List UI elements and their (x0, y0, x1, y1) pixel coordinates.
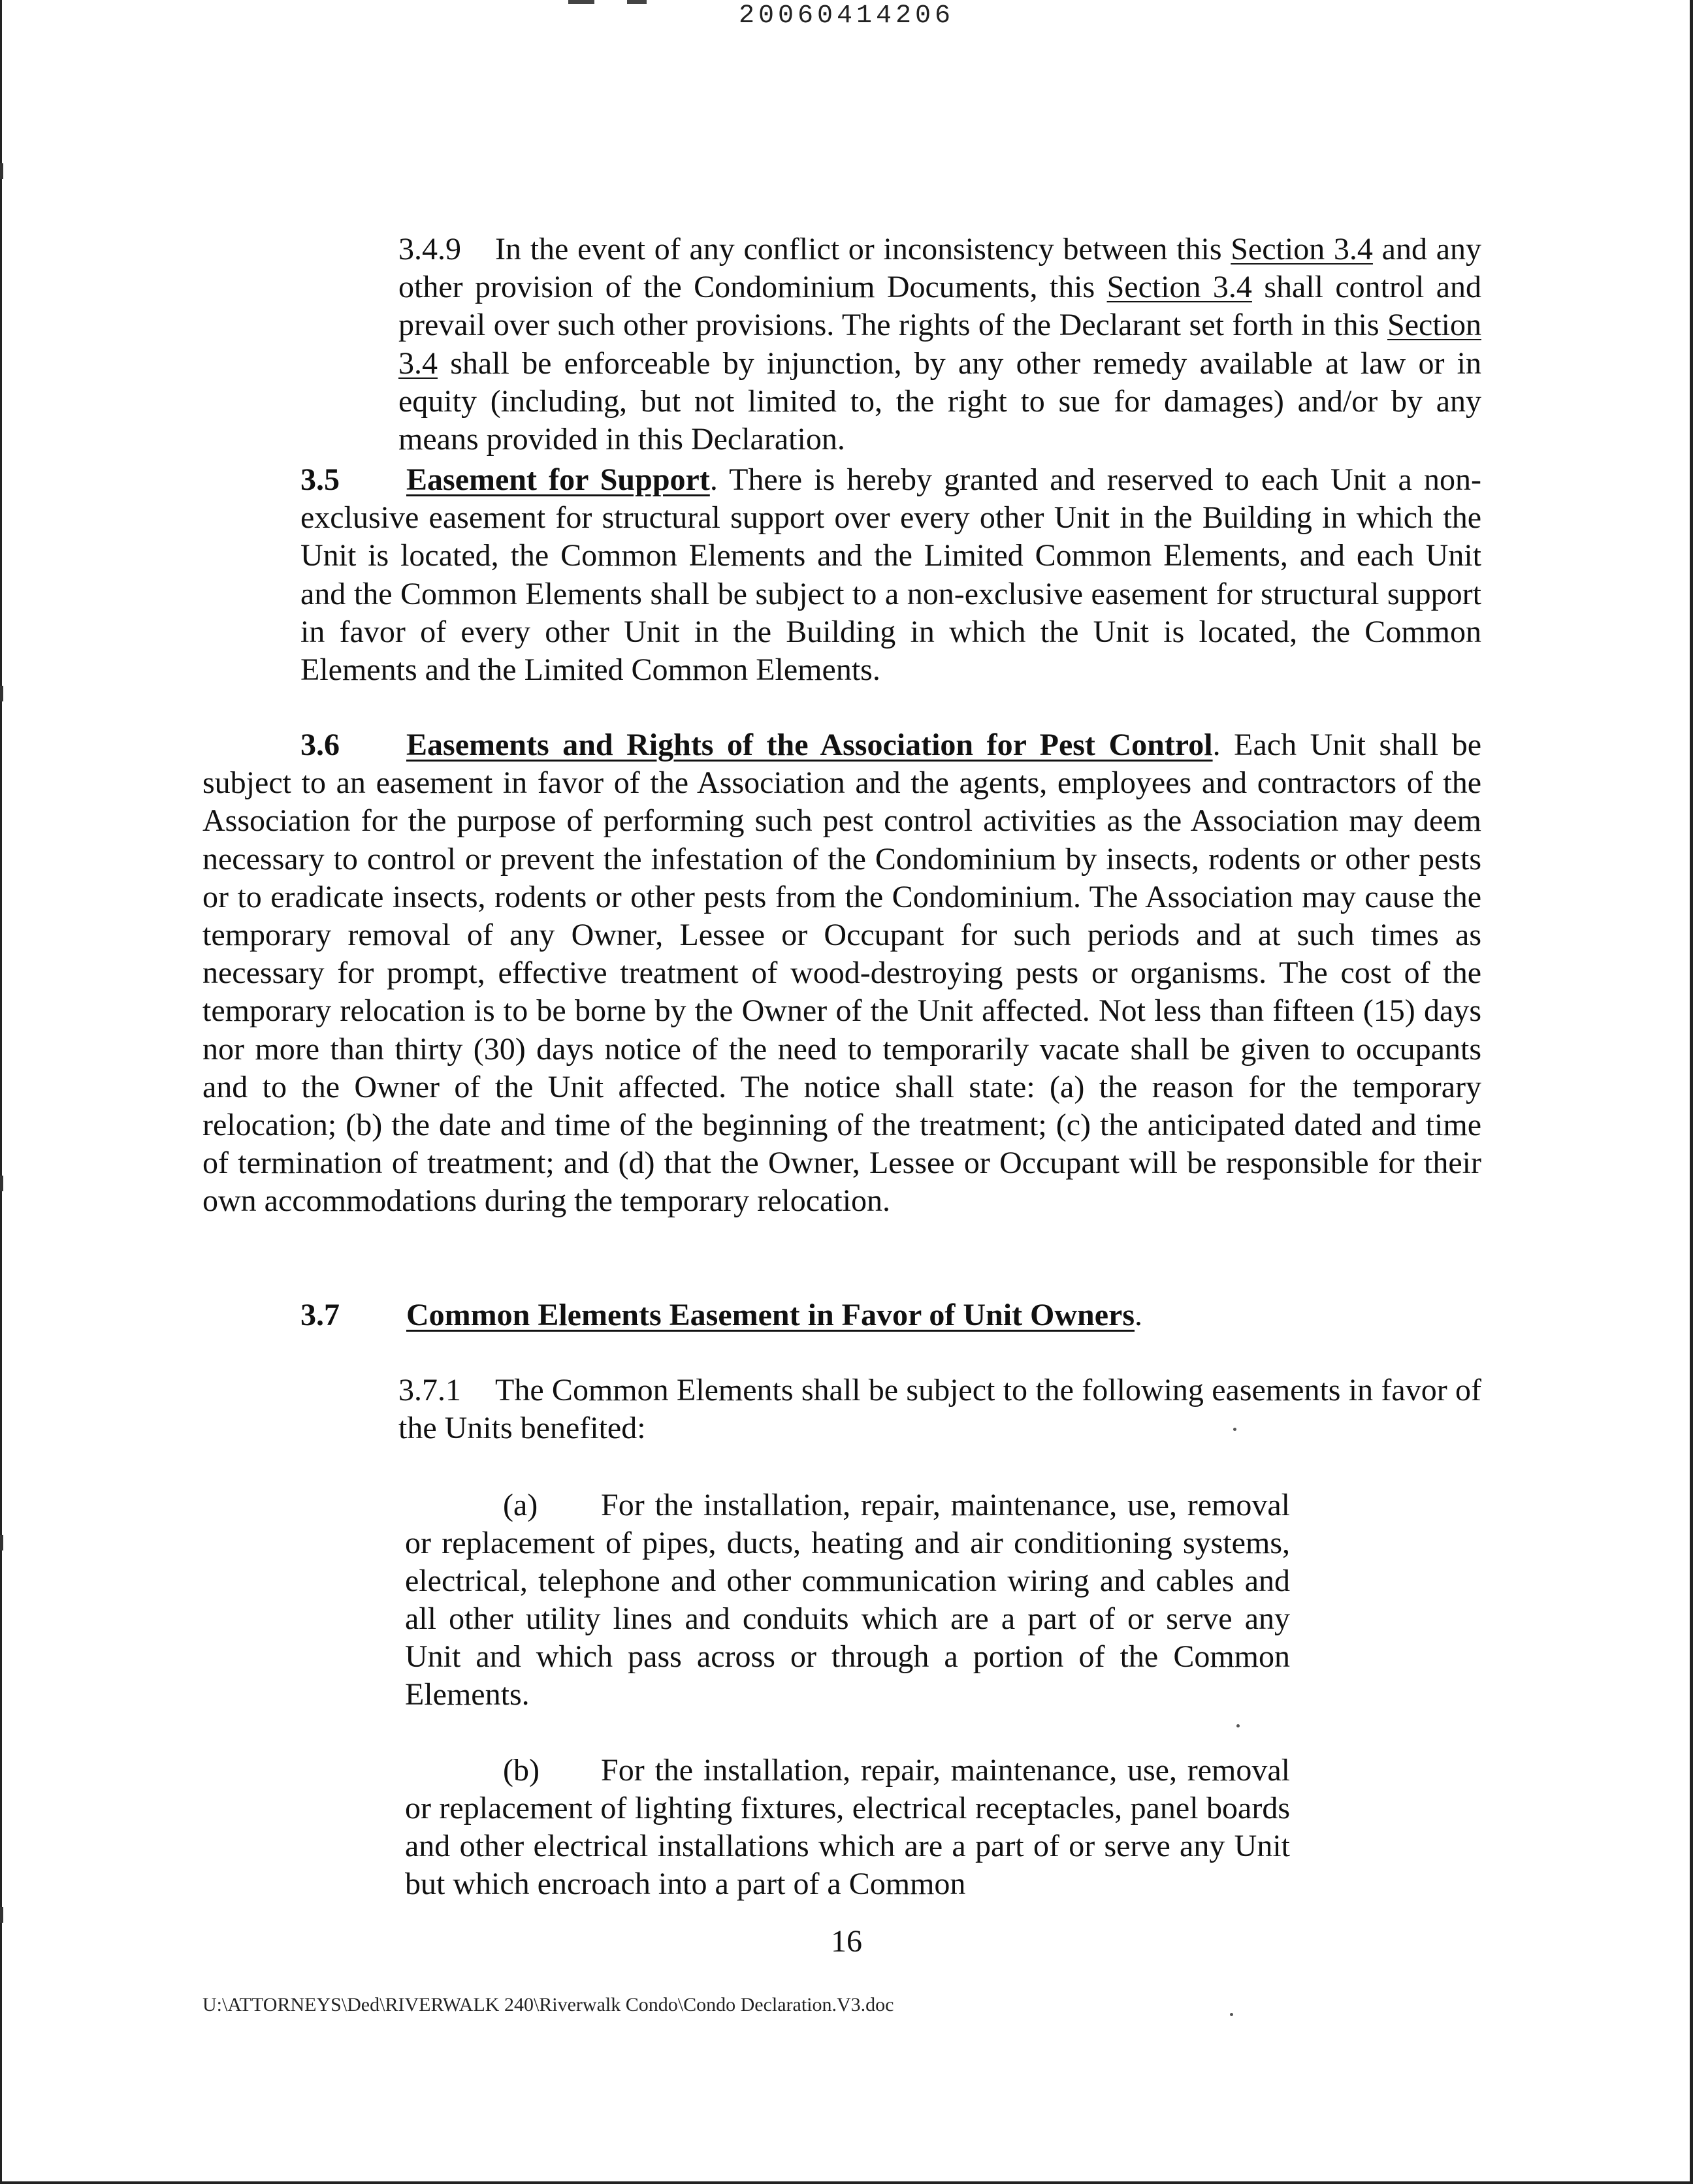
scan-border-bottom (0, 2181, 1693, 2184)
section-heading: Easements and Rights of the Association for Pest Control (406, 728, 1213, 762)
section-body: . (1135, 1298, 1143, 1332)
paragraph-number: 3.4.9 (398, 232, 461, 266)
list-item-text: For the installation, repair, maintenance, use, removal or replacement of pipes, ducts, heating and air conditioning systems, electrical, telephone and other communication wiring and cables and all other utility lines and conduits which are a part of or serve any Unit and which pass across or through a portion of the Common Elements. (405, 1488, 1290, 1712)
section-number: 3.5 (300, 462, 340, 497)
paragraph-3-7-1 (202, 1372, 1481, 1447)
paragraph-number: 3.7.1 (398, 1373, 461, 1407)
paragraph-text: In the event of any conflict or inconsistency between this (495, 232, 1231, 266)
paragraph-text: The Common Elements shall be subject to the following easements in favor of the Units benefited: (398, 1373, 1481, 1446)
section-number: 3.7 (300, 1298, 340, 1332)
paragraph-text: shall be enforceable by injunction, by any other remedy available at law or in equity (including, but not limited to, the right to sue for damages) and/or by any means provided in this Declaration. (398, 345, 1481, 457)
scan-mark (0, 1907, 3, 1923)
section-3-5 (202, 461, 1481, 689)
section-3-7 (202, 1296, 1481, 1334)
paragraph-text: shall control and prevail over such other provisions. The rights of the Declarant set forth in this (398, 270, 1481, 343)
list-item-label: (b) (503, 1753, 540, 1788)
paragraph-3-4-9 (202, 231, 1481, 458)
section-reference: Section 3.4 (1231, 232, 1373, 266)
section-number: 3.6 (300, 728, 340, 762)
scan-border-left (0, 0, 2, 2184)
scan-mark (0, 1535, 3, 1550)
scan-mark (0, 1176, 3, 1191)
list-item-text: For the installation, repair, maintenance, use, removal or replacement of lighting fixtures, electrical receptacles, panel boards and other electrical installations which are a part of or serve any Unit but which encroach into a part of a Common (405, 1753, 1290, 1901)
section-reference: Section 3.4 (398, 308, 1481, 381)
section-3-6 (202, 726, 1481, 1221)
page-number: 16 (831, 1924, 862, 1959)
list-item-a (405, 1486, 1290, 1714)
scan-border-right (1690, 0, 1693, 2184)
section-heading: Common Elements Easement in Favor of Unit Owners (406, 1298, 1135, 1332)
section-heading: Easement for Support (406, 462, 710, 497)
paragraph-text: and any other provision of the Condominium Documents, this (398, 232, 1481, 305)
section-body: . Each Unit shall be subject to an easement in favor of the Association and the agents, employees and contractors of the Association for the purpose of performing such pest control activities as the Association may deem necessary to control or prevent the infestation of the Condominium by insects, rodents or other pests or to eradicate insects, rodents or other pests from the Condominium. The Association may cause the temporary removal of any Owner, Lessee or Occupant for such periods and at such times as necessary for prompt, effective treatment of wood-destroying pests or organisms. The cost of the temporary relocation is to be borne by the Owner of the Unit affected. Not less than fifteen (15) days nor more than thirty (30) days notice of the need to temporarily vacate shall be given to occupants and to the Owner of the Unit affected. The notice shall state: (a) the reason for the temporary relocation; (b) the date and time of the beginning of the treatment; (c) the anticipated dated and time of termination of treatment; and (d) that the Owner, Lessee or Occupant will be responsible for their own accommodations during the temporary relocation. (202, 728, 1481, 1219)
scan-mark (0, 163, 3, 179)
scan-mark (0, 686, 3, 701)
footer-file-path: U:\ATTORNEYS\Ded\RIVERWALK 240\Riverwalk Condo\Condo Declaration.V3.doc (202, 1994, 894, 2015)
list-item-label: (a) (503, 1488, 538, 1522)
section-body: . There is hereby granted and reserved to each Unit a non-exclusive easement for structural support over every other Unit in the Building in which the Unit is located, the Common Elements and the Limited Common Elements, and each Unit and the Common Elements shall be subject to a non-exclusive easement for structural support in favor of every other Unit in the Building in which the Unit is located, the Common Elements and the Limited Common Elements. (300, 462, 1482, 688)
section-reference: Section 3.4 (1106, 270, 1252, 305)
scan-speck (1230, 2013, 1233, 2016)
document-number: 20060414206 (738, 1, 955, 31)
scan-speck (1236, 1724, 1240, 1727)
list-item-b (405, 1752, 1290, 1903)
